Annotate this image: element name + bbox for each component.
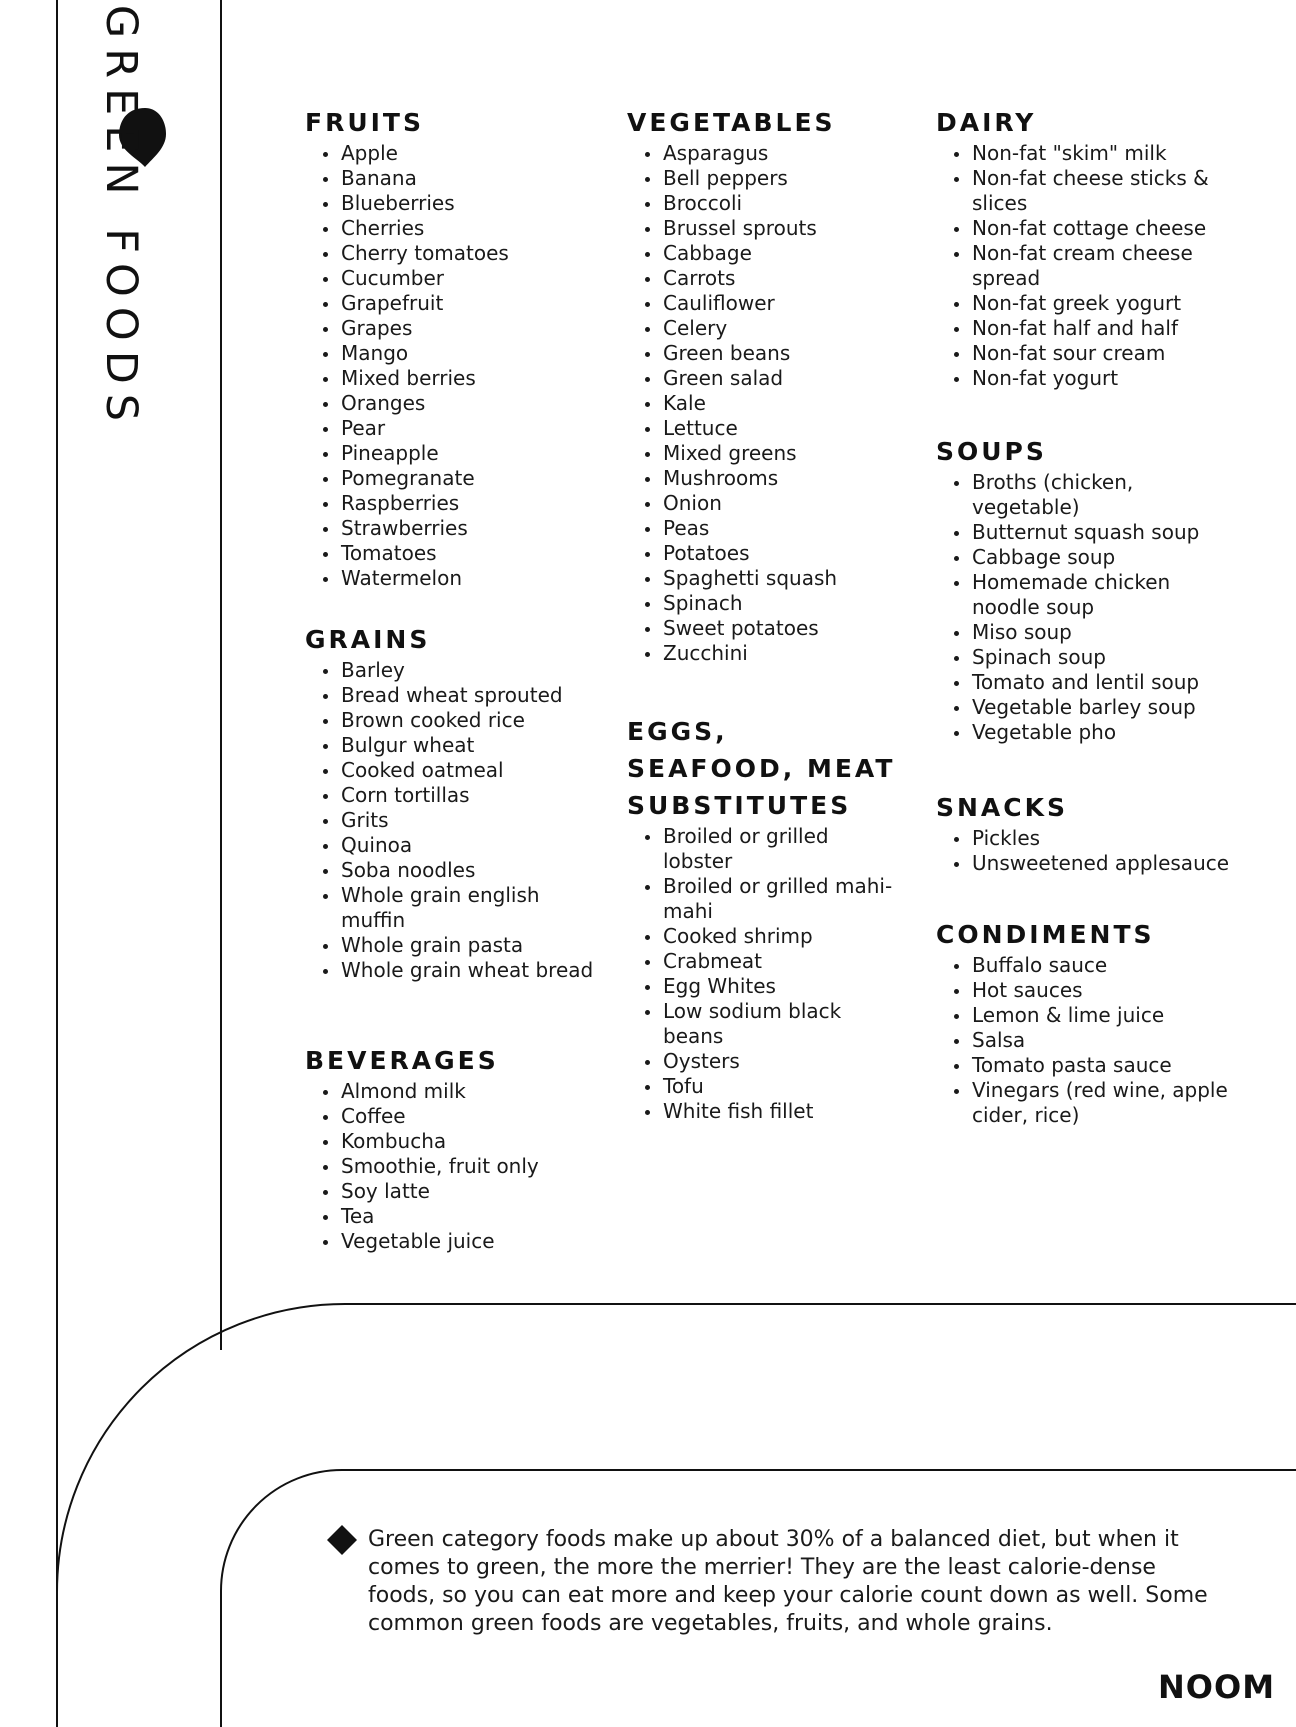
list-item: Blueberries <box>341 191 595 216</box>
list-item: Pear <box>341 416 595 441</box>
list-item: Strawberries <box>341 516 595 541</box>
list-item: Vegetable juice <box>341 1229 595 1254</box>
list-item: Homemade chicken noodle soup <box>972 570 1236 620</box>
list-item: Bulgur wheat <box>341 733 595 758</box>
list-item: Pineapple <box>341 441 595 466</box>
list-item: Banana <box>341 166 595 191</box>
list-item: Peas <box>663 516 917 541</box>
list-item: Soba noodles <box>341 858 595 883</box>
list-item: Celery <box>663 316 917 341</box>
list-item: Low sodium black beans <box>663 999 897 1049</box>
list-item: Carrots <box>663 266 917 291</box>
section-soups <box>936 433 1236 745</box>
list-item: Whole grain pasta <box>341 933 595 958</box>
list-item: Non-fat "skim" milk <box>972 141 1236 166</box>
list-item: Almond milk <box>341 1079 595 1104</box>
food-list <box>305 141 595 591</box>
list-item: Green beans <box>663 341 917 366</box>
outer-curve <box>57 1304 1296 1727</box>
list-item: Sweet potatoes <box>663 616 917 641</box>
list-item: Broiled or grilled lobster <box>663 824 897 874</box>
list-item: Miso soup <box>972 620 1236 645</box>
footer-note: Green category foods make up about 30% of a balanced diet, but when it comes to green, the more the merrier! They are the least calorie-dense foods, so you can eat more and keep your calorie count down as well. Some common green foods are vegetables, fruits, and whole grains. <box>368 1527 1208 1636</box>
section-fruits <box>305 104 595 591</box>
list-item: Brown cooked rice <box>341 708 595 733</box>
list-item: Cucumber <box>341 266 595 291</box>
list-item: Tofu <box>663 1074 897 1099</box>
food-list <box>936 953 1236 1128</box>
list-item: Zucchini <box>663 641 917 666</box>
sidebar-title: GREEN FOODS <box>96 4 146 432</box>
list-item: Cooked shrimp <box>663 924 897 949</box>
section-heading: SNACKS <box>936 793 1069 822</box>
list-item: Vegetable pho <box>972 720 1236 745</box>
list-item: Buffalo sauce <box>972 953 1236 978</box>
list-item: Asparagus <box>663 141 917 166</box>
section-vegetables <box>627 104 917 666</box>
list-item: Mixed berries <box>341 366 595 391</box>
list-item: Broths (chicken, vegetable) <box>972 470 1236 520</box>
list-item: Non-fat cream cheese spread <box>972 241 1236 291</box>
list-item: Coffee <box>341 1104 595 1129</box>
list-item: Brussel sprouts <box>663 216 917 241</box>
list-item: Grapefruit <box>341 291 595 316</box>
section-beverages <box>305 1042 595 1254</box>
list-item: Pickles <box>972 826 1236 851</box>
list-item: Kombucha <box>341 1129 595 1154</box>
list-item: Crabmeat <box>663 949 897 974</box>
list-item: Lettuce <box>663 416 917 441</box>
section-heading: GRAINS <box>305 625 431 654</box>
list-item: Grapes <box>341 316 595 341</box>
list-item: Mushrooms <box>663 466 917 491</box>
list-item: Salsa <box>972 1028 1236 1053</box>
food-list <box>936 470 1236 745</box>
list-item: Non-fat greek yogurt <box>972 291 1236 316</box>
list-item: Cherry tomatoes <box>341 241 595 266</box>
list-item: Barley <box>341 658 595 683</box>
list-item: Onion <box>663 491 917 516</box>
list-item: Vinegars (red wine, apple cider, rice) <box>972 1078 1236 1128</box>
list-item: Potatoes <box>663 541 917 566</box>
list-item: Spaghetti squash <box>663 566 917 591</box>
list-item: Broccoli <box>663 191 917 216</box>
list-item: Bell peppers <box>663 166 917 191</box>
section-condiments <box>936 916 1236 1128</box>
list-item: Tomatoes <box>341 541 595 566</box>
list-item: Raspberries <box>341 491 595 516</box>
list-item: Smoothie, fruit only <box>341 1154 595 1179</box>
list-item: Unsweetened applesauce <box>972 851 1236 876</box>
section-heading: BEVERAGES <box>305 1046 499 1075</box>
list-item: Pomegranate <box>341 466 595 491</box>
section-snacks <box>936 789 1236 876</box>
list-item: Broiled or grilled mahi-mahi <box>663 874 897 924</box>
list-item: Non-fat cheese sticks & slices <box>972 166 1236 216</box>
list-item: Bread wheat sprouted <box>341 683 595 708</box>
list-item: Tomato pasta sauce <box>972 1053 1236 1078</box>
food-list <box>936 826 1236 876</box>
list-item: Cherries <box>341 216 595 241</box>
section-heading: DAIRY <box>936 108 1037 137</box>
list-item: Corn tortillas <box>341 783 595 808</box>
list-item: Quinoa <box>341 833 595 858</box>
list-item: Oranges <box>341 391 595 416</box>
section-eggs-seafood-meat-substitutes <box>627 713 897 1124</box>
food-list <box>627 141 917 666</box>
list-item: Tea <box>341 1204 595 1229</box>
list-item: Cooked oatmeal <box>341 758 595 783</box>
section-heading: CONDIMENTS <box>936 920 1155 949</box>
list-item: Apple <box>341 141 595 166</box>
food-list <box>627 824 897 1124</box>
section-dairy <box>936 104 1236 391</box>
list-item: Hot sauces <box>972 978 1236 1003</box>
list-item: Non-fat yogurt <box>972 366 1236 391</box>
section-heading: EGGS, SEAFOOD, MEAT SUBSTITUTES <box>627 717 896 820</box>
list-item: Butternut squash soup <box>972 520 1236 545</box>
list-item: Whole grain english muffin <box>341 883 595 933</box>
list-item: Grits <box>341 808 595 833</box>
list-item: Cabbage soup <box>972 545 1236 570</box>
list-item: Cauliflower <box>663 291 917 316</box>
list-item: Non-fat half and half <box>972 316 1236 341</box>
list-item: Lemon & lime juice <box>972 1003 1236 1028</box>
list-item: Kale <box>663 391 917 416</box>
food-list <box>936 141 1236 391</box>
list-item: Watermelon <box>341 566 595 591</box>
food-list <box>305 658 595 983</box>
list-item: Tomato and lentil soup <box>972 670 1236 695</box>
brand-logo: NOOM <box>1158 1668 1276 1706</box>
section-grains <box>305 621 595 983</box>
list-item: Vegetable barley soup <box>972 695 1236 720</box>
list-item: Non-fat cottage cheese <box>972 216 1236 241</box>
section-heading: SOUPS <box>936 437 1047 466</box>
list-item: Non-fat sour cream <box>972 341 1236 366</box>
list-item: Soy latte <box>341 1179 595 1204</box>
list-item: Green salad <box>663 366 917 391</box>
list-item: Spinach soup <box>972 645 1236 670</box>
list-item: White fish fillet <box>663 1099 897 1124</box>
list-item: Cabbage <box>663 241 917 266</box>
list-item: Mixed greens <box>663 441 917 466</box>
food-list <box>305 1079 595 1254</box>
list-item: Mango <box>341 341 595 366</box>
list-item: Egg Whites <box>663 974 897 999</box>
section-heading: FRUITS <box>305 108 424 137</box>
section-heading: VEGETABLES <box>627 108 836 137</box>
list-item: Oysters <box>663 1049 897 1074</box>
list-item: Whole grain wheat bread <box>341 958 594 982</box>
list-item: Spinach <box>663 591 917 616</box>
diamond-bullet-icon <box>327 1525 357 1555</box>
